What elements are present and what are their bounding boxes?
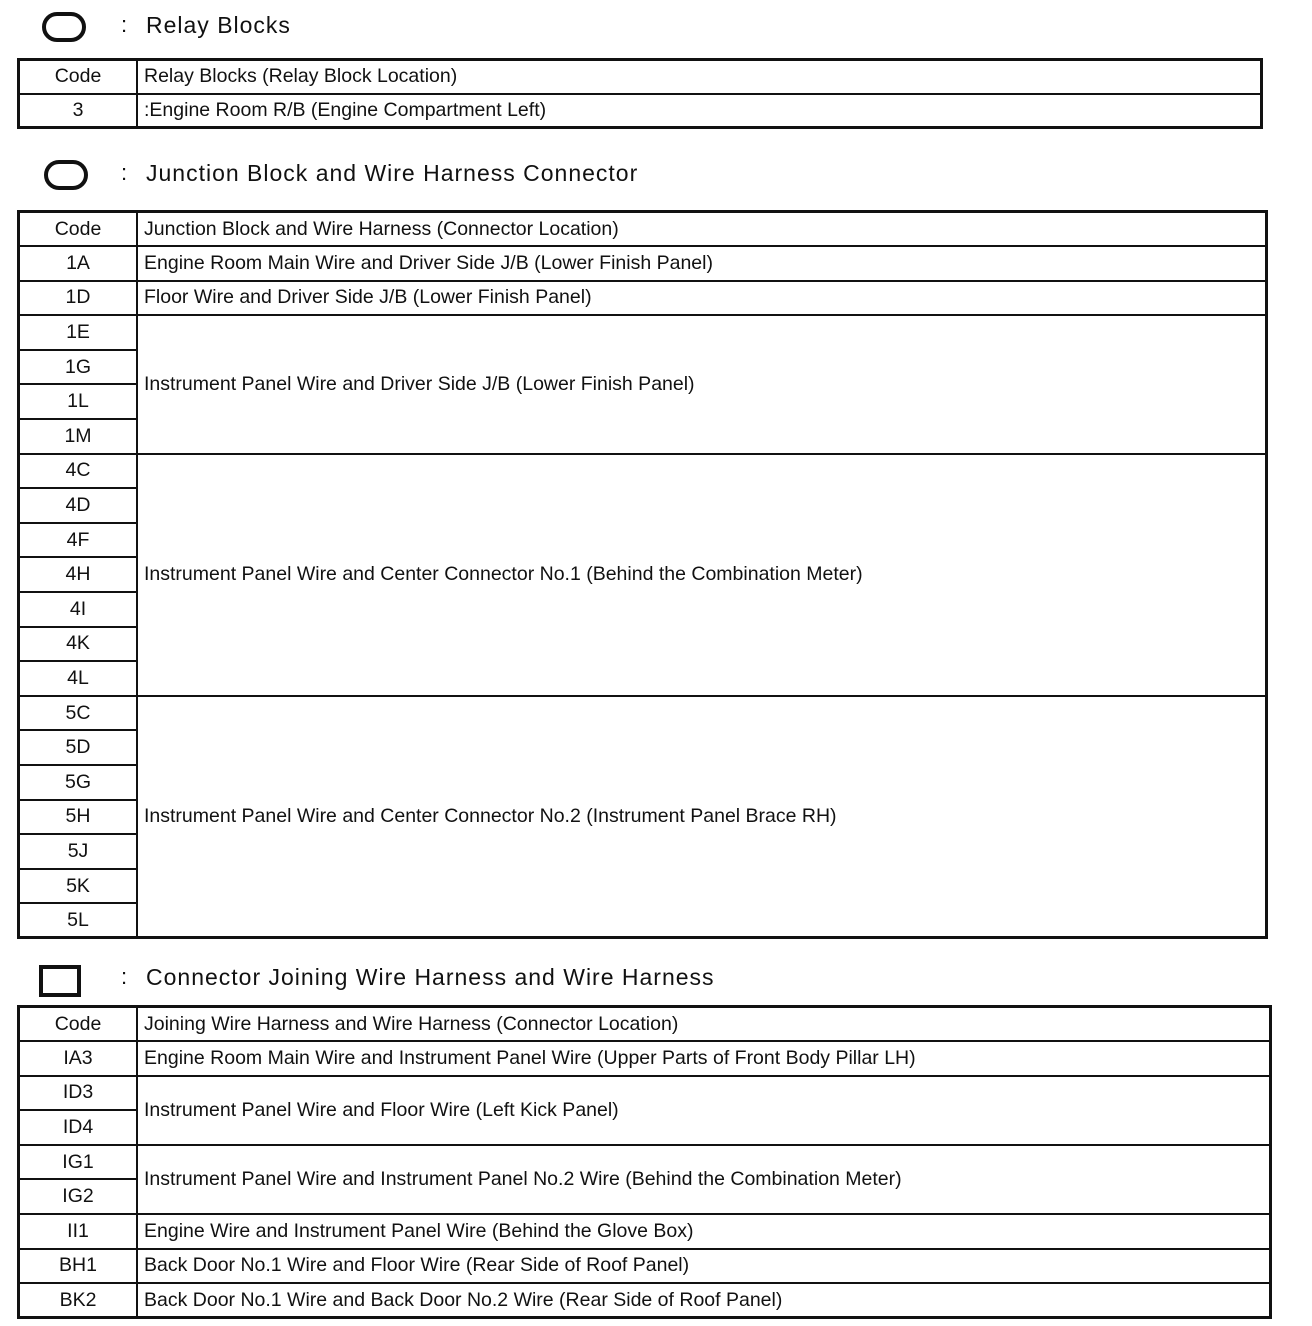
code-column-header: Code (19, 1007, 138, 1042)
connector-code: 5G (19, 765, 138, 800)
table-row (19, 1283, 1271, 1318)
connector-code: 1E (19, 315, 138, 350)
heading-colon: : (121, 12, 128, 37)
connector-code: ID4 (19, 1110, 138, 1145)
connector-code: 4F (19, 523, 138, 558)
connector-code: IG1 (19, 1145, 138, 1180)
table-row (19, 1145, 1271, 1180)
code-column-header: Code (19, 212, 138, 247)
connector-code: 4K (19, 627, 138, 662)
connector-code: IA3 (19, 1041, 138, 1076)
connector-code: 5L (19, 903, 138, 938)
connector-location: Instrument Panel Wire and Center Connector No.1 (Behind the Combination Meter) (137, 454, 1267, 696)
table-row (19, 315, 1267, 350)
table-row (19, 246, 1267, 281)
connector-table (17, 210, 1268, 939)
connector-location: Back Door No.1 Wire and Back Door No.2 Wire (Rear Side of Roof Panel) (137, 1283, 1271, 1318)
connector-code: 5J (19, 834, 138, 869)
table-header-row (19, 60, 1262, 94)
location-column-header: Relay Blocks (Relay Block Location) (137, 60, 1262, 94)
connector-code: 5K (19, 869, 138, 904)
connector-code: BK2 (19, 1283, 138, 1318)
table-row (19, 94, 1262, 128)
connector-location: Instrument Panel Wire and Floor Wire (Left Kick Panel) (137, 1076, 1271, 1145)
connector-table (17, 58, 1263, 129)
connector-code: 5D (19, 730, 138, 765)
table-row (19, 1249, 1271, 1284)
table-row (19, 454, 1267, 489)
table-row (19, 1041, 1271, 1076)
connector-code: 4C (19, 454, 138, 489)
connector-code: 1M (19, 419, 138, 454)
connector-location: Instrument Panel Wire and Driver Side J/B (Lower Finish Panel) (137, 315, 1267, 453)
connector-location: Instrument Panel Wire and Center Connector No.2 (Instrument Panel Brace RH) (137, 696, 1267, 938)
section-title: Connector Joining Wire Harness and Wire Harness (146, 964, 715, 990)
oval-symbol-icon (44, 160, 88, 190)
connector-code: 1A (19, 246, 138, 281)
section-title: Junction Block and Wire Harness Connector (146, 160, 639, 186)
connector-code: 1D (19, 281, 138, 316)
connector-code: ID3 (19, 1076, 138, 1111)
connector-code: 4L (19, 661, 138, 696)
heading-colon: : (121, 964, 128, 989)
connector-location: :Engine Room R/B (Engine Compartment Left) (137, 94, 1262, 128)
heading-colon: : (121, 160, 128, 185)
code-column-header: Code (19, 60, 138, 94)
section-title: Relay Blocks (146, 12, 291, 38)
location-column-header: Joining Wire Harness and Wire Harness (Connector Location) (137, 1007, 1271, 1042)
connector-code: 4I (19, 592, 138, 627)
connector-location: Engine Wire and Instrument Panel Wire (Behind the Glove Box) (137, 1214, 1271, 1249)
connector-code: 4H (19, 557, 138, 592)
connector-code: IG2 (19, 1179, 138, 1214)
connector-code: 1G (19, 350, 138, 385)
connector-code: BH1 (19, 1249, 138, 1284)
connector-location: Engine Room Main Wire and Driver Side J/B (Lower Finish Panel) (137, 246, 1267, 281)
connector-location: Floor Wire and Driver Side J/B (Lower Finish Panel) (137, 281, 1267, 316)
connector-code: 3 (19, 94, 138, 128)
connector-code: II1 (19, 1214, 138, 1249)
table-row (19, 281, 1267, 316)
table-header-row (19, 1007, 1271, 1042)
connector-table (17, 1005, 1272, 1319)
connector-location: Engine Room Main Wire and Instrument Panel Wire (Upper Parts of Front Body Pillar LH) (137, 1041, 1271, 1076)
table-row (19, 1076, 1271, 1111)
table-header-row (19, 212, 1267, 247)
connector-code: 5H (19, 800, 138, 835)
connector-code: 1L (19, 384, 138, 419)
table-row (19, 696, 1267, 731)
connector-location: Back Door No.1 Wire and Floor Wire (Rear Side of Roof Panel) (137, 1249, 1271, 1284)
rectangle-symbol-icon (39, 965, 81, 997)
connector-code: 5C (19, 696, 138, 731)
connector-location: Instrument Panel Wire and Instrument Panel No.2 Wire (Behind the Combination Meter) (137, 1145, 1271, 1214)
location-column-header: Junction Block and Wire Harness (Connector Location) (137, 212, 1267, 247)
table-row (19, 1214, 1271, 1249)
connector-code: 4D (19, 488, 138, 523)
